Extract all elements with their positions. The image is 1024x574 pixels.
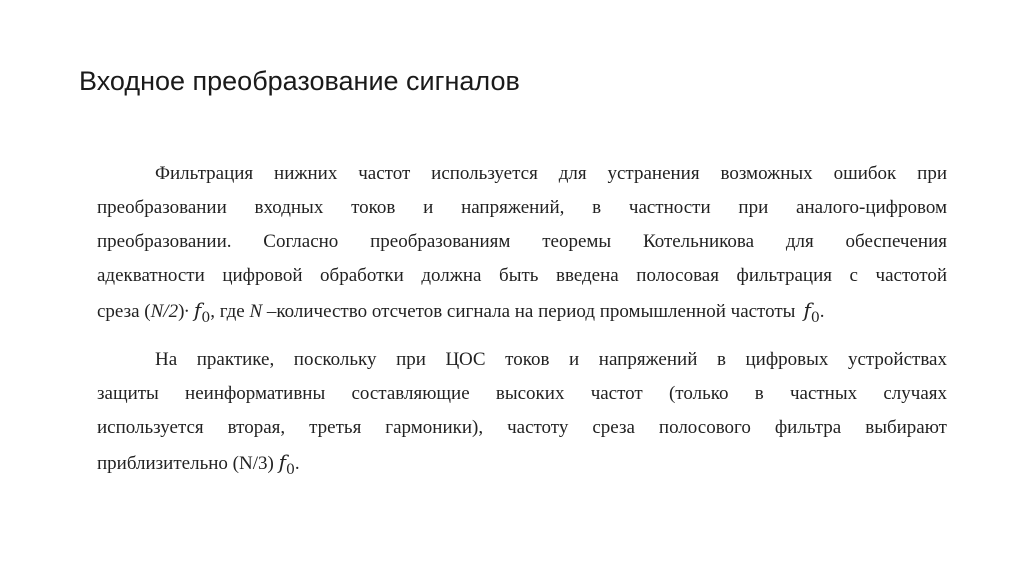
slide-title: Входное преобразование сигналов <box>79 66 520 96</box>
formula-subscript: 0 <box>285 462 295 478</box>
formula-subscript: 0 <box>810 310 820 326</box>
text-fragment: –количество отсчетов сигнала на период промышленной частоты <box>262 301 796 322</box>
text-fragment: )∙ <box>178 301 190 322</box>
text-fragment: приблизительно (N/3) <box>97 453 274 474</box>
paragraph-2-line-4 <box>97 445 947 479</box>
formula-f: f <box>803 298 811 322</box>
formula-f0 <box>193 298 211 326</box>
text-fragment: , где <box>210 301 250 322</box>
paragraph-1-line-4: адекватности цифровой обработки должна быть введена полосовая фильтрация с частотой <box>97 265 947 286</box>
formula-f: f <box>278 450 286 474</box>
paragraph-1-line-3: преобразовании. Согласно преобразованиям теоремы Котельникова для обеспечения <box>97 231 947 252</box>
formula-f0 <box>803 298 820 326</box>
paragraph-2-line-1: На практике, поскольку при ЦОС токов и напряжений в цифровых устройствах <box>155 349 947 370</box>
text-fragment: среза ( <box>97 301 151 322</box>
body-text <box>97 157 947 479</box>
paragraph-1-line-2: преобразовании входных токов и напряжений, в частности при аналого-цифровом <box>97 197 947 218</box>
formula-n: N <box>249 301 263 322</box>
text-fragment: . <box>819 301 825 322</box>
formula-subscript: 0 <box>201 310 211 326</box>
formula-f0 <box>278 450 295 478</box>
paragraph-1-line-5 <box>97 293 947 327</box>
paragraph-1-line-1: Фильтрация нижних частот используется для устранения возможных ошибок при <box>155 163 947 184</box>
paragraph-2-line-2: защиты неинформативны составляющие высоких частот (только в частных случаях <box>97 383 947 404</box>
formula-n-over-2: N/2 <box>150 301 179 322</box>
paragraph-2-line-3: используется вторая, третья гармоники), частоту среза полосового фильтра выбирают <box>97 417 947 438</box>
formula-f: f <box>193 298 202 322</box>
text-fragment: . <box>294 453 300 474</box>
